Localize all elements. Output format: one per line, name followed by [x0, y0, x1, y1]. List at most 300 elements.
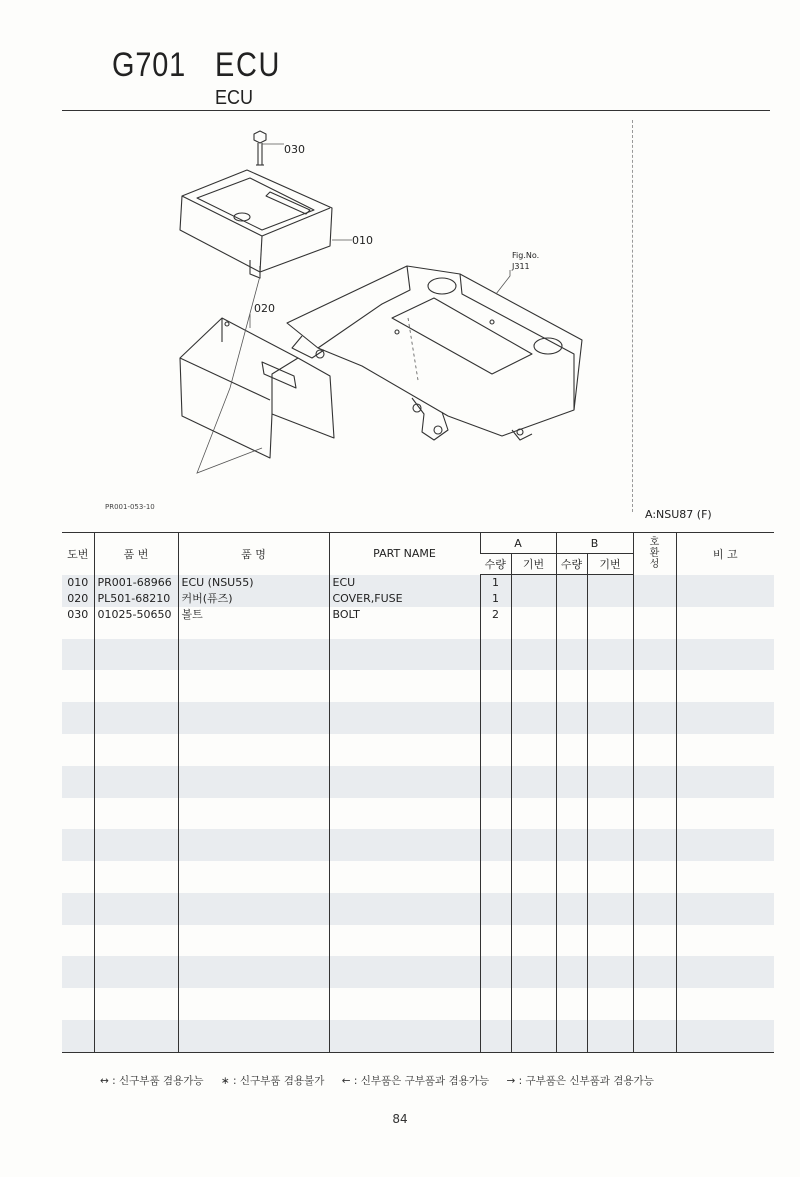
- cell-interchange: [633, 1020, 676, 1036]
- cell-qty-b: [556, 925, 587, 941]
- cell-name-kr: 커버(퓨즈): [178, 591, 329, 607]
- cell-qty-b: [556, 718, 587, 734]
- empty-table-row: [62, 925, 774, 941]
- page-number: 84: [392, 1112, 408, 1126]
- cell-base-a: [511, 734, 556, 750]
- cell-base-a: [511, 591, 556, 607]
- cell-name-kr: [178, 909, 329, 925]
- cell-qty-b: [556, 575, 587, 591]
- model-label: A:NSU87 (F): [645, 508, 712, 521]
- diagram-divider: [632, 120, 633, 512]
- cell-qty-a: 1: [480, 575, 511, 591]
- callout-020: 020: [254, 302, 275, 315]
- empty-table-row: [62, 845, 774, 861]
- cell-part-no: [94, 845, 178, 861]
- cell-name-kr: [178, 782, 329, 798]
- cell-base-b: [587, 1004, 633, 1020]
- cell-part-no: [94, 829, 178, 845]
- cell-qty-b: [556, 845, 587, 861]
- cell-base-a: [511, 813, 556, 829]
- empty-table-row: [62, 941, 774, 957]
- cell-qty-a: [480, 686, 511, 702]
- cell-qty-a: [480, 798, 511, 814]
- empty-table-row: [62, 670, 774, 686]
- cell-ref: [62, 702, 94, 718]
- cell-ref: 030: [67, 607, 89, 621]
- cell-base-b: [587, 718, 633, 734]
- cell-base-a: [511, 686, 556, 702]
- cell-name-kr: [178, 1020, 329, 1036]
- cell-base-b: [587, 782, 633, 798]
- cell-interchange: [633, 845, 676, 861]
- cell-name-kr: [178, 686, 329, 702]
- cell-remarks: [676, 909, 774, 925]
- cell-base-a: [511, 798, 556, 814]
- cell-part-name: [329, 718, 480, 734]
- cell-remarks: [676, 655, 774, 671]
- cell-qty-a: [480, 1020, 511, 1036]
- cell-part-name: [329, 925, 480, 941]
- cell-name-kr: [178, 941, 329, 957]
- cell-part-no: [94, 734, 178, 750]
- cell-base-a: [511, 845, 556, 861]
- table-row: [62, 575, 774, 591]
- cell-base-a: [511, 893, 556, 909]
- cell-base-a: [511, 718, 556, 734]
- compatibility-legend: [100, 1073, 668, 1088]
- cell-part-name: [329, 813, 480, 829]
- cell-ref: [62, 1020, 94, 1036]
- cell-ref: [62, 750, 94, 766]
- cell-ref: [62, 655, 94, 671]
- cell-base-b: [587, 1020, 633, 1036]
- cell-name-kr: [178, 813, 329, 829]
- cell-base-b: [587, 670, 633, 686]
- cell-interchange: [633, 829, 676, 845]
- cell-base-b: [587, 766, 633, 782]
- cell-name-kr: [178, 925, 329, 941]
- cell-part-no: PL501-68210: [94, 591, 178, 607]
- cell-name-kr: [178, 750, 329, 766]
- cell-base-a: [511, 670, 556, 686]
- cell-qty-a: [480, 1004, 511, 1020]
- cell-base-a: [511, 575, 556, 591]
- cell-base-b: [587, 893, 633, 909]
- cell-interchange: [633, 925, 676, 941]
- cell-name-kr: [178, 702, 329, 718]
- cell-ref: [62, 941, 94, 957]
- cell-base-b: [587, 941, 633, 957]
- page-subtitle: ECU: [215, 87, 254, 109]
- cell-qty-b: [556, 877, 587, 893]
- cell-base-a: [511, 877, 556, 893]
- cell-base-b: [587, 575, 633, 591]
- cell-qty-a: 2: [480, 607, 511, 623]
- empty-table-row: [62, 686, 774, 702]
- cell-interchange: [633, 861, 676, 877]
- cell-base-b: [587, 972, 633, 988]
- cell-qty-b: [556, 941, 587, 957]
- cell-qty-a: [480, 925, 511, 941]
- cell-base-b: [587, 909, 633, 925]
- cell-part-no: [94, 1004, 178, 1020]
- cell-ref: [62, 734, 94, 750]
- cell-remarks: [676, 623, 774, 639]
- cell-remarks: [676, 750, 774, 766]
- empty-table-row: [62, 877, 774, 893]
- callout-010: 010: [352, 234, 373, 247]
- header-rule: [62, 110, 770, 111]
- cell-remarks: [676, 782, 774, 798]
- cell-name-kr: [178, 829, 329, 845]
- col-header-interchange: 호 환 성: [633, 533, 676, 575]
- cell-part-no: [94, 941, 178, 957]
- legend-item: ← : 신부품은 구부품과 겸용가능: [341, 1075, 490, 1087]
- cell-ref: [62, 670, 94, 686]
- empty-table-row: [62, 972, 774, 988]
- cell-ref: [62, 988, 94, 1004]
- cell-base-a: [511, 861, 556, 877]
- cell-interchange: [633, 639, 676, 655]
- cell-base-b: [587, 813, 633, 829]
- cell-part-name: [329, 670, 480, 686]
- cell-ref: [62, 798, 94, 814]
- empty-table-row: [62, 639, 774, 655]
- legend-item: ↔ : 신구부품 겸용가능: [100, 1075, 204, 1087]
- exploded-parts-diagram: [62, 118, 632, 518]
- cell-qty-b: [556, 782, 587, 798]
- col-header-group-b: B: [556, 533, 633, 554]
- cell-base-a: [511, 1036, 556, 1052]
- cell-remarks: [676, 1004, 774, 1020]
- cell-interchange: [633, 782, 676, 798]
- cell-base-a: [511, 988, 556, 1004]
- cell-part-no: [94, 877, 178, 893]
- cell-part-no: PR001-68966: [94, 575, 178, 591]
- cell-ref: [62, 718, 94, 734]
- cell-part-no: [94, 686, 178, 702]
- cell-qty-b: [556, 893, 587, 909]
- cell-part-name: COVER,FUSE: [329, 591, 480, 607]
- cell-part-name: [329, 655, 480, 671]
- cell-qty-a: [480, 909, 511, 925]
- cell-qty-b: [556, 798, 587, 814]
- cell-ref: 010: [62, 575, 94, 591]
- cell-remarks: [676, 1036, 774, 1052]
- cell-qty-a: [480, 623, 511, 639]
- cell-interchange: [633, 798, 676, 814]
- cell-interchange: [633, 591, 676, 607]
- cell-remarks: [676, 941, 774, 957]
- cell-base-a: [511, 782, 556, 798]
- cell-name-kr: ECU (NSU55): [178, 575, 329, 591]
- cell-part-name: [329, 956, 480, 972]
- col-header-part-name: PART NAME: [329, 533, 480, 575]
- cell-remarks: [676, 591, 774, 607]
- empty-table-row: [62, 893, 774, 909]
- bolt-part-030: [254, 131, 266, 165]
- empty-table-row: [62, 766, 774, 782]
- cell-part-name: [329, 893, 480, 909]
- cell-name-kr: [178, 798, 329, 814]
- cell-qty-b: [556, 1004, 587, 1020]
- fuse-cover-part-020: [180, 318, 334, 458]
- cell-base-b: [587, 1036, 633, 1052]
- empty-table-row: [62, 813, 774, 829]
- cell-part-no: [94, 972, 178, 988]
- col-header-name-kr: 품 명: [178, 533, 329, 575]
- cell-name-kr: [178, 972, 329, 988]
- cell-ref: [62, 782, 94, 798]
- cell-interchange: [633, 575, 676, 591]
- cell-part-no: [94, 956, 178, 972]
- cell-qty-a: [480, 877, 511, 893]
- cell-name-kr: [178, 1004, 329, 1020]
- cell-qty-a: [480, 718, 511, 734]
- cell-part-no: [94, 702, 178, 718]
- cell-base-a: [511, 766, 556, 782]
- cell-name-kr: [178, 893, 329, 909]
- col-header-qty-b: 수량: [556, 554, 587, 575]
- col-header-base-b: 기번: [587, 554, 633, 575]
- cell-base-a: [511, 1020, 556, 1036]
- cell-remarks: [676, 956, 774, 972]
- cell-qty-a: [480, 941, 511, 957]
- cell-interchange: [633, 813, 676, 829]
- cell-qty-b: [556, 702, 587, 718]
- cell-base-a: [511, 925, 556, 941]
- cell-part-no: 01025-50650: [94, 607, 178, 623]
- cell-ref: [62, 1036, 94, 1052]
- cell-base-b: [587, 877, 633, 893]
- cell-name-kr: [178, 766, 329, 782]
- cell-interchange: [633, 941, 676, 957]
- cell-qty-b: [556, 639, 587, 655]
- cell-remarks: [676, 972, 774, 988]
- legend-item: → : 구부품은 신부품과 겸용가능: [506, 1075, 654, 1087]
- cell-part-no: [94, 1036, 178, 1052]
- cell-part-no: [94, 1020, 178, 1036]
- cell-part-no: [94, 750, 178, 766]
- cell-base-b: [587, 623, 633, 639]
- empty-table-row: [62, 782, 774, 798]
- cell-part-name: [329, 734, 480, 750]
- parts-table: [62, 532, 774, 1053]
- cell-base-b: [587, 956, 633, 972]
- cell-part-name: [329, 988, 480, 1004]
- fig-no-label: Fig.No.: [512, 251, 540, 260]
- table-row: [62, 607, 774, 623]
- cell-interchange: [633, 877, 676, 893]
- catalog-code: G701: [112, 46, 187, 84]
- cell-qty-a: [480, 702, 511, 718]
- empty-table-row: [62, 718, 774, 734]
- cell-interchange: [633, 702, 676, 718]
- cell-part-name: [329, 941, 480, 957]
- cell-qty-b: [556, 972, 587, 988]
- cell-base-a: [511, 1004, 556, 1020]
- cell-name-kr: [178, 639, 329, 655]
- cell-remarks: [676, 607, 774, 623]
- cell-base-b: [587, 655, 633, 671]
- cell-qty-a: [480, 893, 511, 909]
- empty-table-row: [62, 702, 774, 718]
- cell-part-name: [329, 877, 480, 893]
- cell-qty-b: [556, 734, 587, 750]
- cell-interchange: [633, 972, 676, 988]
- cell-part-name: [329, 861, 480, 877]
- cell-interchange: [633, 893, 676, 909]
- cell-part-no: [94, 909, 178, 925]
- empty-table-row: [62, 1004, 774, 1020]
- cell-base-b: [587, 734, 633, 750]
- empty-table-row: [62, 829, 774, 845]
- cell-base-a: [511, 941, 556, 957]
- cell-qty-b: [556, 591, 587, 607]
- cell-part-name: [329, 829, 480, 845]
- cell-name-kr: 볼트: [178, 607, 329, 623]
- cell-qty-a: [480, 956, 511, 972]
- cell-part-no: [94, 670, 178, 686]
- col-header-base-a: 기번: [511, 554, 556, 575]
- cell-remarks: [676, 766, 774, 782]
- cell-name-kr: [178, 988, 329, 1004]
- cell-remarks: [676, 670, 774, 686]
- cell-base-b: [587, 925, 633, 941]
- cell-base-a: [511, 639, 556, 655]
- empty-table-row: [62, 798, 774, 814]
- ecu-part-010: [180, 170, 332, 278]
- cell-base-b: [587, 845, 633, 861]
- cell-base-a: [511, 909, 556, 925]
- cell-part-no: [94, 798, 178, 814]
- cell-base-b: [587, 750, 633, 766]
- cell-ref: [62, 845, 94, 861]
- cell-remarks: [676, 845, 774, 861]
- col-header-group-a: A: [480, 533, 556, 554]
- mounting-frame: [287, 266, 582, 440]
- cell-name-kr: [178, 861, 329, 877]
- cell-part-no: [94, 718, 178, 734]
- cell-qty-b: [556, 655, 587, 671]
- cell-interchange: [633, 1036, 676, 1052]
- cell-qty-b: [556, 813, 587, 829]
- empty-table-row: [62, 988, 774, 1004]
- cell-interchange: [633, 734, 676, 750]
- cell-qty-a: [480, 972, 511, 988]
- cell-ref: [62, 861, 94, 877]
- cell-remarks: [676, 798, 774, 814]
- cell-part-no: [94, 782, 178, 798]
- cell-qty-b: [556, 607, 587, 623]
- cell-remarks: [676, 829, 774, 845]
- cell-base-a: [511, 623, 556, 639]
- cell-name-kr: [178, 655, 329, 671]
- col-header-ref: 도번: [62, 533, 94, 575]
- cell-part-no: [94, 639, 178, 655]
- cell-remarks: [676, 734, 774, 750]
- col-header-part-no: 품 번: [94, 533, 178, 575]
- cell-qty-b: [556, 909, 587, 925]
- cell-qty-a: [480, 670, 511, 686]
- cell-name-kr: [178, 718, 329, 734]
- cell-part-name: [329, 909, 480, 925]
- cell-part-name: [329, 750, 480, 766]
- empty-table-row: [62, 623, 774, 639]
- cell-name-kr: [178, 1036, 329, 1052]
- cell-remarks: [676, 702, 774, 718]
- cell-qty-b: [556, 1036, 587, 1052]
- cell-qty-a: 1: [480, 591, 511, 607]
- cell-interchange: [633, 750, 676, 766]
- cell-ref: [62, 877, 94, 893]
- cell-qty-b: [556, 766, 587, 782]
- cell-base-b: [587, 798, 633, 814]
- cell-part-name: [329, 1036, 480, 1052]
- cell-interchange: [633, 1004, 676, 1020]
- cell-qty-b: [556, 861, 587, 877]
- cell-qty-a: [480, 988, 511, 1004]
- cell-remarks: [676, 988, 774, 1004]
- cell-remarks: [676, 686, 774, 702]
- cell-qty-b: [556, 750, 587, 766]
- page-title: ECU: [215, 46, 282, 84]
- cell-interchange: [633, 988, 676, 1004]
- cell-base-b: [587, 988, 633, 1004]
- cell-qty-a: [480, 750, 511, 766]
- cell-base-b: [587, 686, 633, 702]
- callout-030: 030: [284, 143, 305, 156]
- cell-qty-a: [480, 734, 511, 750]
- cell-remarks: [676, 575, 774, 591]
- empty-table-row: [62, 655, 774, 671]
- cell-part-name: [329, 1020, 480, 1036]
- cell-qty-b: [556, 956, 587, 972]
- cell-remarks: [676, 718, 774, 734]
- cell-part-no: [94, 988, 178, 1004]
- cell-part-name: [329, 623, 480, 639]
- cell-part-name: [329, 1004, 480, 1020]
- cell-part-name: [329, 702, 480, 718]
- cell-part-no: [94, 813, 178, 829]
- cell-part-name: [329, 782, 480, 798]
- cell-part-name: [329, 686, 480, 702]
- cell-base-b: [587, 591, 633, 607]
- cell-base-a: [511, 750, 556, 766]
- table-row: [62, 591, 774, 607]
- empty-table-row: [62, 750, 774, 766]
- cell-qty-a: [480, 639, 511, 655]
- cell-qty-b: [556, 1020, 587, 1036]
- cell-ref: [62, 639, 94, 655]
- cell-remarks: [676, 893, 774, 909]
- cell-part-name: [329, 972, 480, 988]
- cell-remarks: [676, 813, 774, 829]
- cell-base-a: [511, 607, 556, 623]
- cell-remarks: [676, 639, 774, 655]
- cell-interchange: [633, 686, 676, 702]
- cell-name-kr: [178, 877, 329, 893]
- cell-interchange: [633, 909, 676, 925]
- fig-no-value: J311: [512, 262, 530, 271]
- empty-table-row: [62, 861, 774, 877]
- cell-part-no: [94, 766, 178, 782]
- cell-part-name: [329, 766, 480, 782]
- cell-part-name: [329, 639, 480, 655]
- cell-remarks: [676, 861, 774, 877]
- cell-qty-a: [480, 845, 511, 861]
- cell-qty-a: [480, 861, 511, 877]
